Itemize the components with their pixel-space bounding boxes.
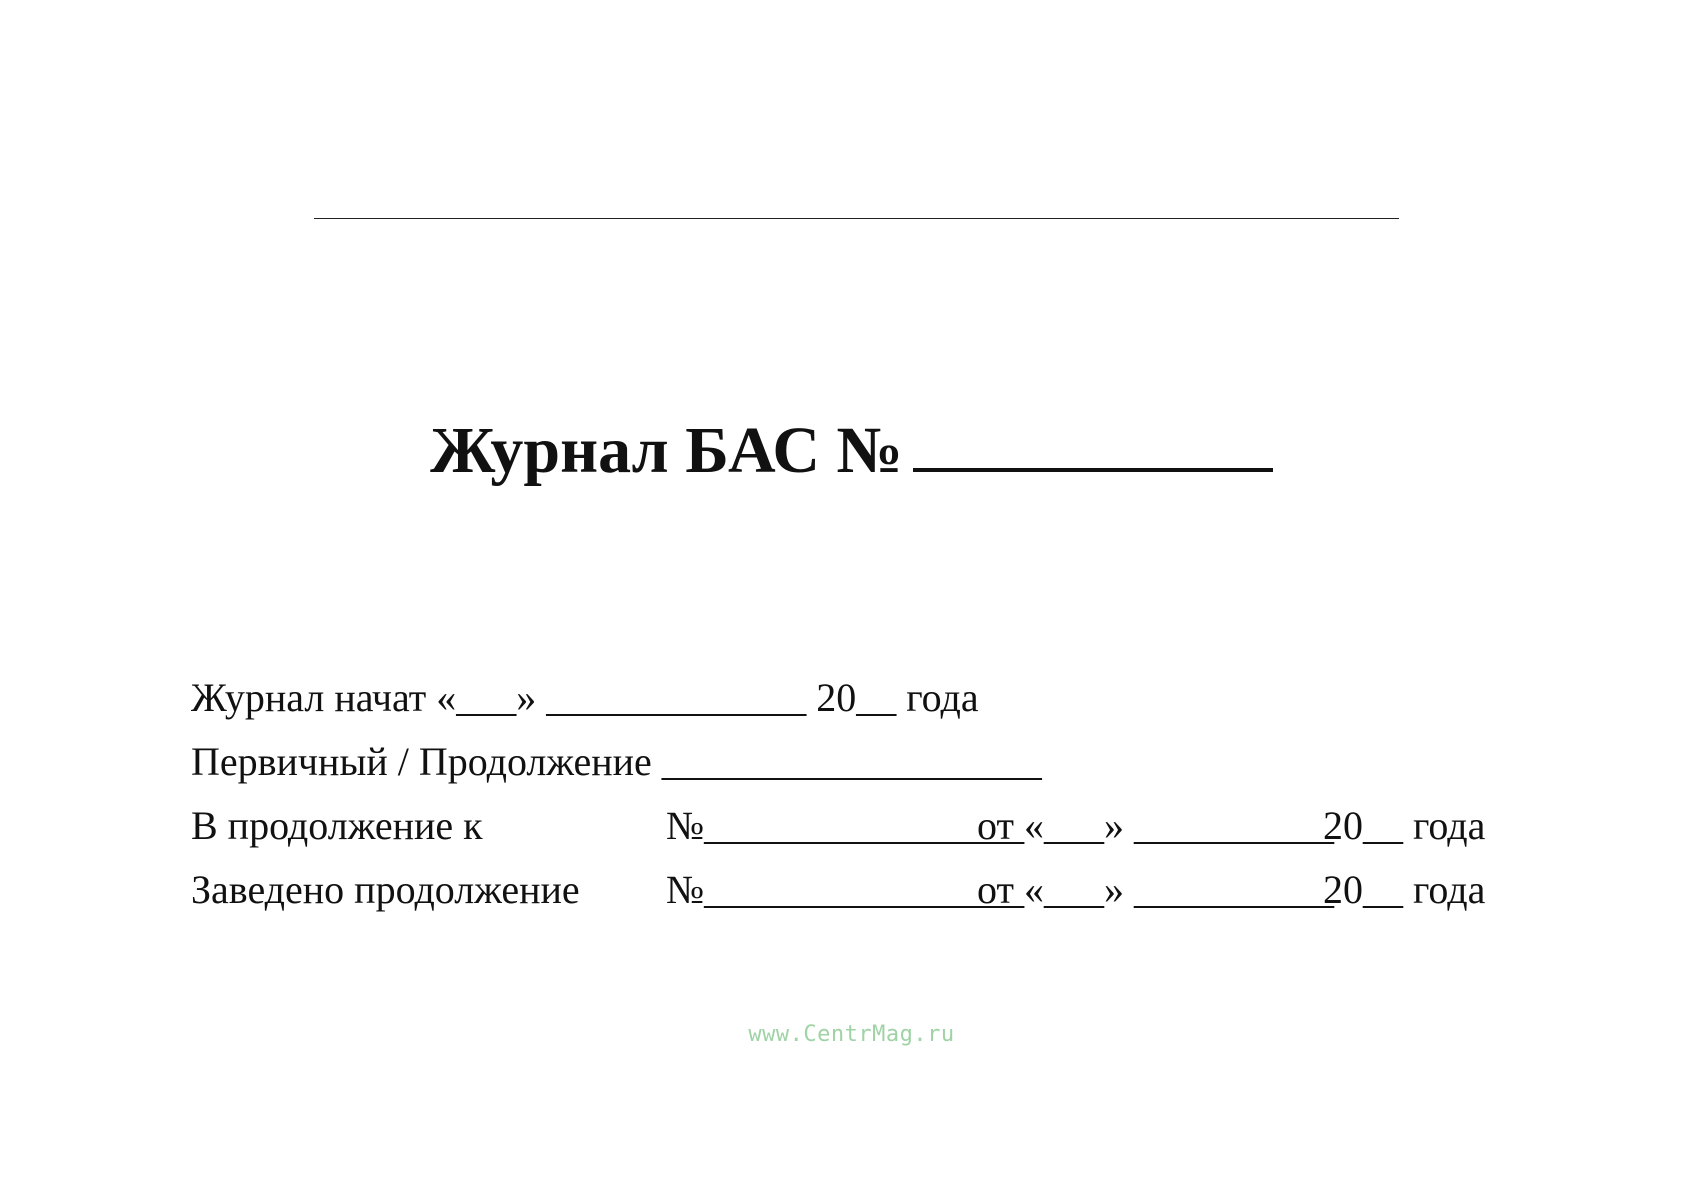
continuation-of-label: В продолжение к	[191, 803, 483, 848]
continued-in-label: Заведено продолжение	[191, 867, 580, 912]
continuation-of-date: от «___» __________	[977, 803, 1334, 848]
primary-line: Первичный / Продолжение ___________________	[191, 739, 1042, 784]
title-text: Журнал БАС №	[430, 414, 903, 487]
continued-in-year: 20__ года	[1323, 867, 1486, 912]
continued-in-number: №________________	[666, 867, 1025, 912]
started-line: Журнал начат «___» _____________ 20__ года	[191, 675, 979, 720]
continuation-of-number: №________________	[666, 803, 1025, 848]
continued-in-date: от «___» __________	[977, 867, 1334, 912]
watermark: www.CentrMag.ru	[748, 1022, 955, 1047]
page-title	[0, 408, 1703, 491]
top-blank-line	[314, 218, 1399, 219]
title-number-blank	[913, 408, 1273, 472]
continuation-of-year: 20__ года	[1323, 803, 1486, 848]
